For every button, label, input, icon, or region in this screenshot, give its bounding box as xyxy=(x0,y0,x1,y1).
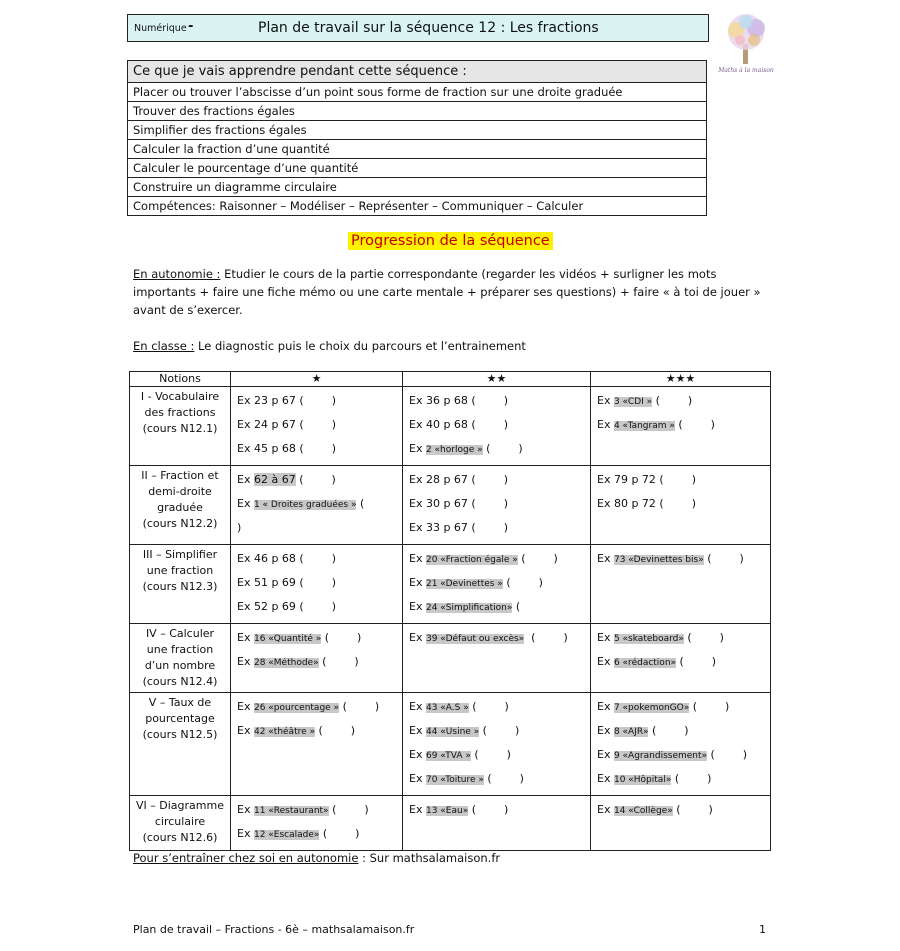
notion-line: I - Vocabulaire xyxy=(140,390,220,403)
exercise-entry xyxy=(409,389,584,413)
notion-cell xyxy=(130,387,231,466)
exercise-prefix: Ex xyxy=(237,655,254,668)
exercise-tag: 73 «Devinettes bis» xyxy=(613,555,704,565)
exercise-cell xyxy=(231,387,403,466)
classe-paragraph xyxy=(133,337,773,355)
exercise-entry xyxy=(409,767,584,791)
exercise-checkbox-paren[interactable]: ) xyxy=(475,394,508,407)
page-number: 1 xyxy=(759,923,766,936)
exercise-checkbox-paren[interactable]: ( ) xyxy=(319,827,360,840)
autonomie-label: En autonomie : xyxy=(133,267,221,281)
exercise-tag: 26 «pourcentage » xyxy=(253,703,340,713)
exercise-checkbox-paren[interactable]: ( ) xyxy=(470,748,511,761)
exercise-prefix: Ex xyxy=(237,473,254,486)
exercise-checkbox-paren[interactable]: ) xyxy=(475,418,508,431)
exercise-prefix: Ex xyxy=(597,631,614,644)
notion-line: (cours N12.1) xyxy=(142,422,218,435)
exercise-entry xyxy=(237,719,396,743)
exercise-tag: 24 «Simplification» xyxy=(425,603,513,613)
exercise-entry xyxy=(237,492,396,516)
exercise-cell xyxy=(403,545,591,624)
exercise-checkbox-paren[interactable]: ( ) xyxy=(321,631,362,644)
exercise-prefix: Ex 23 p 67 ( xyxy=(237,394,304,407)
exercise-checkbox-paren[interactable]: ( ) xyxy=(315,724,356,737)
exercise-prefix: Ex 33 p 67 ( xyxy=(409,521,476,534)
notion-line: une fraction xyxy=(146,643,214,656)
exercise-checkbox-paren[interactable]: ( ) xyxy=(339,700,380,713)
exercise-checkbox-paren[interactable]: ( ) xyxy=(295,473,336,486)
exercise-entry xyxy=(409,719,584,743)
table-row xyxy=(130,796,771,851)
notion-line: graduée xyxy=(157,501,203,514)
exercise-checkbox-paren[interactable]: ( ) xyxy=(482,442,523,455)
exercise-checkbox-paren[interactable]: ) xyxy=(475,521,508,534)
page-footer: Plan de travail – Fractions - 6è – mathsalamaison.fr xyxy=(133,923,415,936)
exercise-prefix: Ex xyxy=(409,552,426,565)
exercise-checkbox-paren[interactable]: ( ) xyxy=(517,552,558,565)
exercise-cell xyxy=(591,545,771,624)
exercise-prefix: Ex xyxy=(597,803,614,816)
header-two-stars: ★★ xyxy=(403,372,591,387)
exercise-cell xyxy=(231,545,403,624)
notion-line: (cours N12.5) xyxy=(142,728,218,741)
exercise-tag: 43 «A.S » xyxy=(425,703,469,713)
exercise-entry xyxy=(237,650,396,674)
exercise-tag: 62 à 67 xyxy=(253,473,296,486)
exercise-prefix: Ex 80 p 72 ( xyxy=(597,497,664,510)
exercise-tag: 10 «Hôpital» xyxy=(613,775,672,785)
notion-cell xyxy=(130,624,231,693)
table-row xyxy=(130,545,771,624)
exercise-prefix: Ex xyxy=(237,497,254,510)
autonomie-text: Etudier le cours de la partie correspondante (regarder les vidéos + surligner les mots importants + faire une fiche mémo ou une carte mentale + préparer ses questions) + faire « à toi de jouer » avant de s’exercer. xyxy=(133,267,761,317)
exercise-checkbox-paren[interactable]: ) xyxy=(475,473,508,486)
exercise-checkbox-paren[interactable]: ( ) xyxy=(502,576,543,589)
exercise-prefix: Ex 45 p 68 ( xyxy=(237,442,304,455)
objective-item: Calculer la fraction d’une quantité xyxy=(128,140,707,159)
exercise-entry xyxy=(409,695,584,719)
exercise-entry xyxy=(237,822,396,846)
exercise-entry xyxy=(237,437,396,461)
exercise-prefix: Ex 52 p 69 ( xyxy=(237,600,304,613)
exercise-checkbox-paren[interactable]: ( ) xyxy=(468,700,509,713)
exercise-entry xyxy=(409,516,584,540)
notion-line: II – Fraction et xyxy=(141,469,219,482)
exercise-cell xyxy=(231,796,403,851)
exercise-checkbox-paren[interactable]: ( ) xyxy=(703,552,744,565)
exercise-tag: 28 «Méthode» xyxy=(253,658,319,668)
learning-heading: Ce que je vais apprendre pendant cette séquence : xyxy=(128,61,707,83)
exercise-checkbox-paren[interactable]: ) xyxy=(663,473,696,486)
exercise-checkbox-paren[interactable]: ( ) xyxy=(683,631,724,644)
notion-line: VI – Diagramme xyxy=(136,799,224,812)
notion-line: (cours N12.3) xyxy=(142,580,218,593)
document-header xyxy=(127,14,709,42)
exercise-prefix: Ex xyxy=(597,748,614,761)
notion-line: une fraction xyxy=(146,564,214,577)
footer-link-label: Pour s’entraîner chez soi en autonomie xyxy=(133,851,359,865)
table-row xyxy=(130,693,771,796)
notion-cell xyxy=(130,796,231,851)
exercise-entry xyxy=(237,695,396,719)
exercise-cell xyxy=(231,693,403,796)
header-one-star: ★ xyxy=(231,372,403,387)
exercise-checkbox-paren[interactable]: ( ) xyxy=(671,772,712,785)
exercise-entry xyxy=(409,595,584,619)
exercise-prefix: Ex xyxy=(597,394,614,407)
exercise-checkbox-paren[interactable]: ) xyxy=(475,497,508,510)
exercise-entry xyxy=(597,743,764,767)
exercise-cell xyxy=(403,693,591,796)
footer-link-text[interactable]: : Sur mathsalamaison.fr xyxy=(358,851,501,865)
objective-item: Simplifier des fractions égales xyxy=(128,121,707,140)
exercise-checkbox-paren[interactable]: ( ) xyxy=(479,724,520,737)
exercise-prefix: Ex xyxy=(237,700,254,713)
notion-line: IV – Calculer xyxy=(145,627,215,640)
exercise-entry xyxy=(237,547,396,571)
exercise-entry xyxy=(237,798,396,822)
exercise-prefix: Ex xyxy=(409,803,426,816)
exercise-prefix: Ex xyxy=(409,600,426,613)
exercise-checkbox-paren[interactable]: ) xyxy=(303,600,336,613)
exercise-entry xyxy=(237,468,396,492)
exercise-entry xyxy=(237,595,396,619)
exercise-prefix: ) xyxy=(237,521,242,534)
exercise-cell xyxy=(403,624,591,693)
notion-line: demi-droite xyxy=(148,485,212,498)
exercise-checkbox-paren[interactable]: ( ) xyxy=(328,803,369,816)
autonomie-paragraph xyxy=(133,265,773,319)
exercise-entry xyxy=(597,468,764,492)
notion-line: pourcentage xyxy=(145,712,215,725)
exercise-cell xyxy=(591,624,771,693)
exercise-entry xyxy=(237,413,396,437)
exercise-prefix: Ex xyxy=(409,748,426,761)
exercise-entry xyxy=(597,767,764,791)
exercise-entry xyxy=(597,719,764,743)
notion-line: (cours N12.6) xyxy=(142,831,218,844)
exercise-tag: 9 «Agrandissement» xyxy=(613,751,708,761)
exercise-tag: 21 «Devinettes » xyxy=(425,579,503,589)
exercise-entry xyxy=(409,743,584,767)
exercise-prefix: Ex 28 p 67 ( xyxy=(409,473,476,486)
exercise-checkbox-paren[interactable]: ) xyxy=(303,576,336,589)
notion-line: des fractions xyxy=(144,406,216,419)
table-row xyxy=(130,624,771,693)
exercise-prefix: Ex 51 p 69 ( xyxy=(237,576,304,589)
exercise-prefix: Ex xyxy=(409,724,426,737)
exercise-prefix: Ex xyxy=(409,631,426,644)
objective-item: Calculer le pourcentage d’une quantité xyxy=(128,159,707,178)
exercise-tag: 39 «Défaut ou excès» xyxy=(425,634,525,644)
exercise-entry xyxy=(409,468,584,492)
exercise-checkbox-paren[interactable]: ) xyxy=(663,497,696,510)
exercise-cell xyxy=(591,796,771,851)
exercise-cell xyxy=(231,624,403,693)
objective-item: Placer ou trouver l’abscisse d’un point sous forme de fraction sur une droite graduée xyxy=(128,83,707,102)
exercise-cell xyxy=(231,466,403,545)
exercise-entry xyxy=(237,389,396,413)
exercise-checkbox-paren[interactable]: ( xyxy=(356,497,365,510)
exercise-prefix: Ex xyxy=(597,552,614,565)
table-row xyxy=(130,387,771,466)
exercise-checkbox-paren[interactable]: ) xyxy=(303,552,336,565)
exercise-tag: 70 «Toiture » xyxy=(425,775,484,785)
table-row xyxy=(130,466,771,545)
exercise-entry xyxy=(597,547,764,571)
exercise-tag: 8 «AJR» xyxy=(613,727,649,737)
objective-item: Trouver des fractions égales xyxy=(128,102,707,121)
exercise-checkbox-paren[interactable]: ( ) xyxy=(652,394,693,407)
exercise-entry xyxy=(409,798,584,822)
exercise-entry xyxy=(409,626,584,650)
exercise-tag: 44 «Usine » xyxy=(425,727,480,737)
exercise-tag: 6 «rédaction» xyxy=(613,658,677,668)
notion-line: III – Simplifier xyxy=(142,548,218,561)
exercise-checkbox-paren[interactable]: ) xyxy=(303,442,336,455)
exercise-prefix: Ex xyxy=(409,576,426,589)
exercise-tag: 13 «Eau» xyxy=(425,806,469,816)
learning-objectives-table xyxy=(127,60,707,216)
notion-line: (cours N12.4) xyxy=(142,675,218,688)
exercise-checkbox-paren[interactable]: ( ) xyxy=(318,655,359,668)
exercise-checkbox-paren[interactable]: ( ) xyxy=(689,700,730,713)
exercise-checkbox-paren[interactable]: ( ) xyxy=(676,655,717,668)
header-dash: - xyxy=(188,19,194,34)
exercise-entry xyxy=(597,695,764,719)
notion-line: V – Taux de xyxy=(148,696,212,709)
exercise-entry xyxy=(597,492,764,516)
competences-item: Compétences: Raisonner – Modéliser – Représenter – Communiquer – Calculer xyxy=(128,197,707,216)
exercise-entry xyxy=(409,413,584,437)
exercise-entry xyxy=(597,389,764,413)
exercise-entry xyxy=(237,626,396,650)
exercise-checkbox-paren[interactable]: ( ) xyxy=(648,724,689,737)
exercise-cell xyxy=(403,387,591,466)
exercise-prefix: Ex 40 p 68 ( xyxy=(409,418,476,431)
header-notions: Notions xyxy=(130,372,231,387)
exercise-entry xyxy=(597,626,764,650)
exercise-entry xyxy=(409,547,584,571)
exercise-tag: 2 «horloge » xyxy=(425,445,483,455)
exercise-prefix: Ex xyxy=(597,700,614,713)
exercise-cell xyxy=(591,387,771,466)
exercise-tag: 14 «Collège» xyxy=(613,806,673,816)
exercise-prefix: Ex 46 p 68 ( xyxy=(237,552,304,565)
footer-link-line xyxy=(133,851,500,865)
exercise-tag: 20 «Fraction égale » xyxy=(425,555,518,565)
exercise-prefix: Ex 24 p 67 ( xyxy=(237,418,304,431)
exercise-prefix: Ex xyxy=(409,772,426,785)
exercise-prefix: Ex xyxy=(237,724,254,737)
exercise-entry xyxy=(597,413,764,437)
exercise-prefix: Ex xyxy=(237,631,254,644)
notion-cell xyxy=(130,466,231,545)
notion-cell xyxy=(130,693,231,796)
exercise-entry xyxy=(409,437,584,461)
exercise-prefix: Ex xyxy=(409,442,426,455)
progression-title: Progression de la séquence xyxy=(348,232,553,250)
exercise-tag: 3 «CDI » xyxy=(613,397,653,407)
classe-label: En classe : xyxy=(133,339,195,353)
exercise-entry xyxy=(597,650,764,674)
exercise-checkbox-paren[interactable]: ( ) xyxy=(707,748,748,761)
classe-text: Le diagnostic puis le choix du parcours et l’entrainement xyxy=(194,339,526,353)
exercise-entry xyxy=(409,492,584,516)
notion-cell xyxy=(130,545,231,624)
page-title: Plan de travail sur la séquence 12 : Les fractions xyxy=(258,20,599,36)
exercise-entry xyxy=(597,798,764,822)
exercise-tag: 1 « Droites graduées » xyxy=(253,500,357,510)
exercise-cell xyxy=(403,466,591,545)
exercise-tag: 4 «Tangram » xyxy=(613,421,675,431)
exercises-table xyxy=(129,371,771,851)
exercise-tag: 12 «Escalade» xyxy=(253,830,320,840)
exercise-prefix: Ex xyxy=(597,418,614,431)
exercise-checkbox-paren[interactable]: ( ) xyxy=(672,803,713,816)
exercise-prefix: Ex 36 p 68 ( xyxy=(409,394,476,407)
exercise-prefix: Ex xyxy=(597,724,614,737)
exercise-checkbox-paren[interactable]: ( ) xyxy=(483,772,524,785)
exercise-tag: 16 «Quantité » xyxy=(253,634,322,644)
exercise-checkbox-paren[interactable]: ( ) xyxy=(674,418,715,431)
exercise-tag: 69 «TVA » xyxy=(425,751,471,761)
exercise-prefix: Ex xyxy=(237,827,254,840)
exercise-checkbox-paren[interactable]: ) xyxy=(303,394,336,407)
exercise-prefix: Ex 30 p 67 ( xyxy=(409,497,476,510)
header-three-stars: ★★★ xyxy=(591,372,771,387)
exercise-prefix: Ex xyxy=(237,803,254,816)
tree-logo xyxy=(716,10,776,76)
exercise-cell xyxy=(591,466,771,545)
notion-line: (cours N12.2) xyxy=(142,517,218,530)
exercise-entry xyxy=(237,571,396,595)
notion-line: d’un nombre xyxy=(144,659,216,672)
exercise-tag: 11 «Restaurant» xyxy=(253,806,329,816)
exercise-prefix: Ex xyxy=(597,772,614,785)
exercise-entry xyxy=(409,571,584,595)
exercise-entry xyxy=(237,516,396,540)
exercise-tag: 5 «skateboard» xyxy=(613,634,684,644)
exercise-checkbox-paren[interactable]: ( xyxy=(512,600,521,613)
exercise-cell xyxy=(403,796,591,851)
exercise-prefix: Ex xyxy=(597,655,614,668)
notion-line: circulaire xyxy=(154,815,206,828)
exercise-cell xyxy=(591,693,771,796)
subject-label: Numérique xyxy=(134,23,187,34)
exercise-checkbox-paren[interactable]: ( ) xyxy=(524,631,568,644)
exercise-checkbox-paren[interactable]: ) xyxy=(303,418,336,431)
svg-text:Maths à la maison: Maths à la maison xyxy=(718,67,774,74)
exercise-checkbox-paren[interactable]: ( ) xyxy=(468,803,509,816)
objective-item: Construire un diagramme circulaire xyxy=(128,178,707,197)
exercise-tag: 42 «théâtre » xyxy=(253,727,316,737)
exercise-tag: 7 «pokemonGO» xyxy=(613,703,690,713)
exercise-prefix: Ex 79 p 72 ( xyxy=(597,473,664,486)
exercise-prefix: Ex xyxy=(409,700,426,713)
